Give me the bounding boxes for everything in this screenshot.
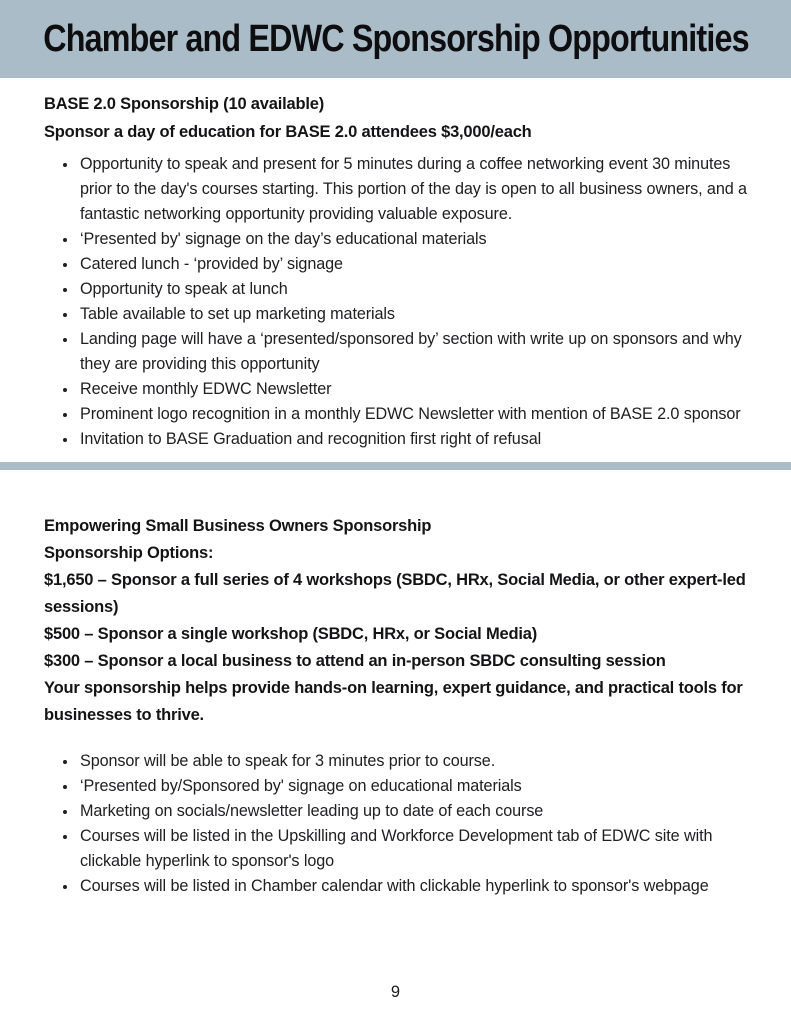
page-banner — [0, 0, 791, 78]
list-item: • Courses will be listed in Chamber calendar with clickable hyperlink to sponsor's webpage — [78, 874, 749, 899]
page-content-lower — [0, 501, 791, 899]
base-sponsorship-benefits-list — [44, 152, 749, 452]
sponsorship-option-line: $300 – Sponsor a local business to attend an in-person SBDC consulting session — [44, 652, 666, 670]
list-item: • Invitation to BASE Graduation and recognition first right of refusal — [78, 427, 749, 452]
empowering-sponsorship-heading — [44, 513, 749, 729]
list-item: • Receive monthly EDWC Newsletter — [78, 377, 749, 402]
section-empowering-sponsorship — [44, 513, 749, 899]
list-item: • ‘Presented by/Sponsored by' signage on educational materials — [78, 774, 749, 799]
list-item: • Catered lunch - ‘provided by’ signage — [78, 252, 749, 277]
section-tagline-line: Your sponsorship helps provide hands-on learning, expert guidance, and practical tools for businesses to thrive. — [44, 679, 743, 724]
section-divider — [0, 462, 791, 470]
sponsorship-option-line: $500 – Sponsor a single workshop (SBDC, HRx, or Social Media) — [44, 625, 538, 643]
sponsorship-option-line: $1,650 – Sponsor a full series of 4 workshops (SBDC, HRx, Social Media, or other expert-led sessions) — [44, 571, 746, 616]
list-item: • Courses will be listed in the Upskilling and Workforce Development tab of EDWC site with clickable hyperlink to sponsor's logo — [78, 824, 749, 874]
section-heading-line: Empowering Small Business Owners Sponsorship — [44, 517, 432, 535]
page-title: Chamber and EDWC Sponsorship Opportunities — [42, 17, 749, 60]
list-item: • Sponsor will be able to speak for 3 minutes prior to course. — [78, 749, 749, 774]
section-heading-line: BASE 2.0 Sponsorship (10 available) — [44, 95, 325, 113]
section-subheading-line: Sponsor a day of education for BASE 2.0 attendees $3,000/each — [44, 123, 532, 141]
list-item: • Opportunity to speak and present for 5 minutes during a coffee networking event 30 minutes prior to the day's courses starting. This portion of the day is open to all business owners, and a fantastic networking opportunity providing valuable exposure. — [78, 152, 749, 227]
list-item: • Opportunity to speak at lunch — [78, 277, 749, 302]
list-item: • ‘Presented by' signage on the day’s educational materials — [78, 227, 749, 252]
section-base-sponsorship — [44, 90, 749, 452]
list-item: • Table available to set up marketing materials — [78, 302, 749, 327]
page-content — [0, 78, 791, 452]
list-item: • Marketing on socials/newsletter leading up to date of each course — [78, 799, 749, 824]
empowering-sponsorship-benefits-list — [44, 749, 749, 899]
base-sponsorship-heading — [44, 90, 749, 146]
list-item: • Prominent logo recognition in a monthly EDWC Newsletter with mention of BASE 2.0 sponsor — [78, 402, 749, 427]
page-number: 9 — [390, 983, 401, 1001]
section-heading-line: Sponsorship Options: — [44, 544, 214, 562]
list-item: • Landing page will have a ‘presented/sponsored by’ section with write up on sponsors and why they are providing this opportunity — [78, 327, 749, 377]
